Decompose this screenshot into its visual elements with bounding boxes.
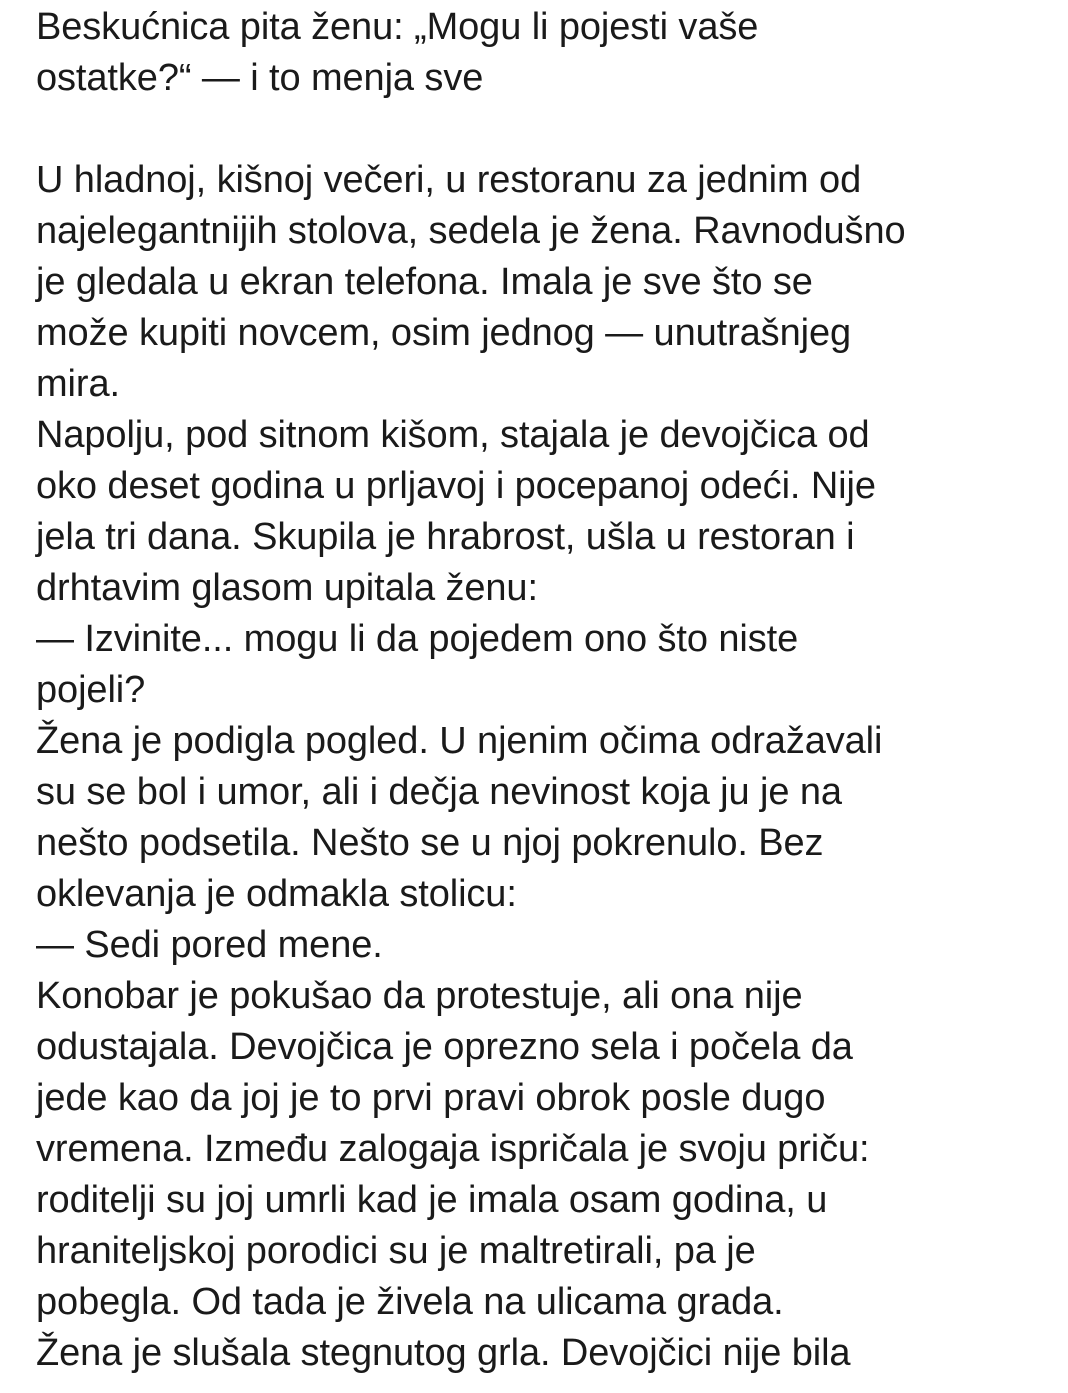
text-line: drhtavim glasom upitala ženu: xyxy=(36,567,538,609)
text-line: Beskućnica pita ženu: „Mogu li pojesti vaše xyxy=(36,6,759,48)
text-line: pojeli? xyxy=(36,669,146,711)
text-line: hraniteljskoj porodici su je maltretirali, pa je xyxy=(36,1230,756,1272)
text-line: roditelji su joj umrli kad je imala osam godina, u xyxy=(36,1179,828,1221)
text-line: odustajala. Devojčica je oprezno sela i počela da xyxy=(36,1026,853,1068)
post-body xyxy=(36,155,1046,1379)
text-line: Žena je podigla pogled. U njenim očima odražavali xyxy=(36,720,883,762)
text-line: oklevanja je odmakla stolicu: xyxy=(36,873,517,915)
text-line: je gledala u ekran telefona. Imala je sve što se xyxy=(36,261,813,303)
text-line: vremena. Između zalogaja ispričala je svoju priču: xyxy=(36,1128,870,1170)
text-line: najelegantnijih stolova, sedela je žena. Ravnodušno xyxy=(36,210,906,252)
text-line: ostatke?“ — i to menja sve xyxy=(36,57,484,99)
text-line: jela tri dana. Skupila je hrabrost, ušla u restoran i xyxy=(36,516,855,558)
text-line: su se bol i umor, ali i dečja nevinost koja ju je na xyxy=(36,771,842,813)
post-title xyxy=(36,2,1046,104)
text-line: — Sedi pored mene. xyxy=(36,924,383,966)
text-line: mira. xyxy=(36,363,120,405)
text-line: može kupiti novcem, osim jednog — unutrašnjeg xyxy=(36,312,852,354)
text-line: nešto podsetila. Nešto se u njoj pokrenulo. Bez xyxy=(36,822,824,864)
text-line: — Izvinite... mogu li da pojedem ono što niste xyxy=(36,618,799,660)
text-line: Konobar je pokušao da protestuje, ali ona nije xyxy=(36,975,803,1017)
text-line: U hladnoj, kišnoj večeri, u restoranu za jednim od xyxy=(36,159,862,201)
text-line: Žena je slušala stegnutog grla. Devojčici nije bila xyxy=(36,1332,851,1374)
paragraph-spacer xyxy=(36,104,1046,155)
post-text xyxy=(36,2,1046,1379)
text-line: Napolju, pod sitnom kišom, stajala je devojčica od xyxy=(36,414,870,456)
text-line: jede kao da joj je to prvi pravi obrok posle dugo xyxy=(36,1077,826,1119)
text-line: oko deset godina u prljavoj i pocepanoj odeći. Nije xyxy=(36,465,876,507)
text-line: pobegla. Od tada je živela na ulicama grada. xyxy=(36,1281,784,1323)
